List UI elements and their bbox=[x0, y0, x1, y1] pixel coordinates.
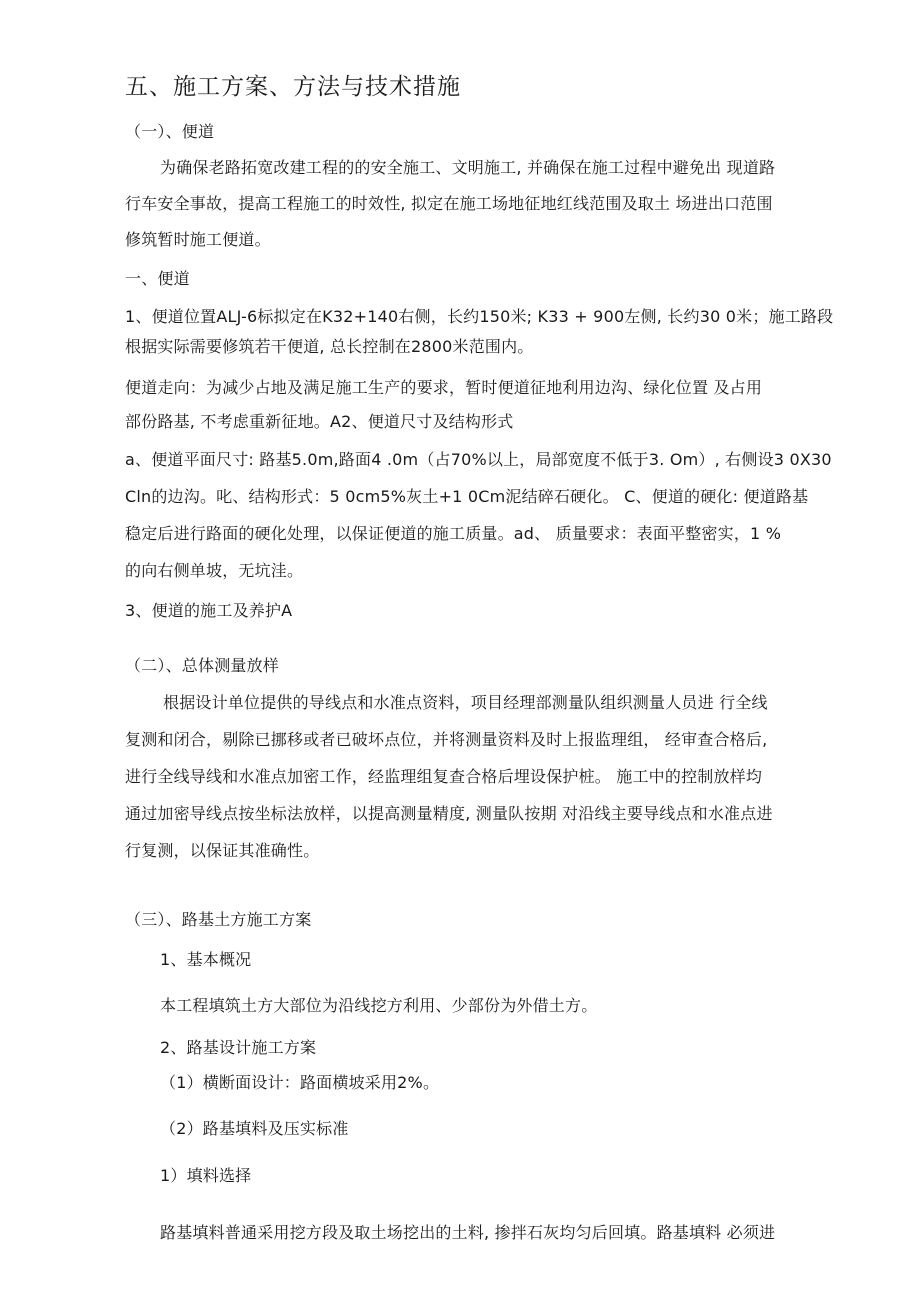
paragraph-line: 的向右侧单坡，无坑洼。 bbox=[125, 561, 304, 580]
paragraph-line: 行车安全事故，提高工程施工的时效性, 拟定在施工场地征地红线范围及取土 场进出口范围 bbox=[125, 194, 773, 213]
paragraph-line: 修筑暂时施工便道。 bbox=[125, 230, 271, 249]
section-heading-3: （三）、路基土方施工方案 bbox=[125, 910, 312, 929]
paragraph-line: 根据实际需要修筑若干便道, 总长控制在2800米范围内。 bbox=[125, 337, 534, 356]
sub-heading: 2、路基设计施工方案 bbox=[160, 1038, 317, 1057]
paragraph-line: 部份路基, 不考虑重新征地。A2、便道尺寸及结构形式 bbox=[125, 412, 514, 431]
sub-heading: 1）填料选择 bbox=[160, 1166, 252, 1185]
paragraph-line: 为确保老路拓宽改建工程的的安全施工、文明施工, 并确保在施工过程中避免出 现道路 bbox=[160, 158, 776, 177]
paragraph-line: 便道走向：为减少占地及满足施工生产的要求，暂时便道征地利用边沟、绿化位置 及占用 bbox=[125, 378, 763, 397]
paragraph-line: a、便道平面尺寸: 路基5.0m,路面4 .0m（占70%以上，局部宽度不低于3. Om）, 右侧设3 0X30 bbox=[125, 450, 832, 469]
section-heading-1: （一）、便道 bbox=[125, 122, 215, 141]
sub-heading: （2）路基填料及压实标准 bbox=[160, 1119, 349, 1138]
sub-heading: 一、便道 bbox=[125, 269, 190, 288]
paragraph-line: 进行全线导线和水准点加密工作，经监理组复查合格后埋设保护桩。 施工中的控制放样均 bbox=[125, 767, 763, 786]
paragraph-line: 行复测，以保证其准确性。 bbox=[125, 841, 320, 860]
section-heading-2: （二）、总体测量放样 bbox=[125, 656, 280, 675]
paragraph-line: 路基填料普通采用挖方段及取土场挖出的土料, 掺拌石灰均匀后回填。路基填料 必须进 bbox=[160, 1223, 776, 1242]
paragraph-line: Cln的边沟。叱、结构形式：5 0cm5%灰土+1 0Cm泥结碎石硬化。 C、便道的硬化: 便道路基 bbox=[125, 487, 809, 506]
paragraph-line: 根据设计单位提供的导线点和水准点资料，项目经理部测量队组织测量人员进 行全线 bbox=[163, 693, 768, 712]
paragraph-line: （1）横断面设计：路面横坡采用2%。 bbox=[160, 1073, 440, 1092]
paragraph-line: 1、便道位置ALJ-6标拟定在K32+140右侧，长约150米; K33 + 900左侧, 长约30 0米；施工路段 bbox=[125, 307, 834, 326]
paragraph-line: 稳定后进行路面的硬化处理，以保证便道的施工质量。ad、 质量要求：表面平整密实，1 % bbox=[125, 524, 782, 543]
paragraph-line: 通过加密导线点按坐标法放样，以提高测量精度, 测量队按期 对沿线主要导线点和水准点进 bbox=[125, 804, 773, 823]
paragraph-line: 复测和闭合，剔除已挪移或者已破坏点位，并将测量资料及时上报监理组， 经审查合格后, bbox=[125, 730, 768, 749]
paragraph-line: 3、便道的施工及养护A bbox=[125, 601, 293, 620]
paragraph-line: 本工程填筑土方大部位为沿线挖方利用、少部份为外借土方。 bbox=[160, 996, 598, 1015]
page-title: 五、施工方案、方法与技术措施 bbox=[125, 74, 461, 100]
sub-heading: 1、基本概况 bbox=[160, 950, 252, 969]
